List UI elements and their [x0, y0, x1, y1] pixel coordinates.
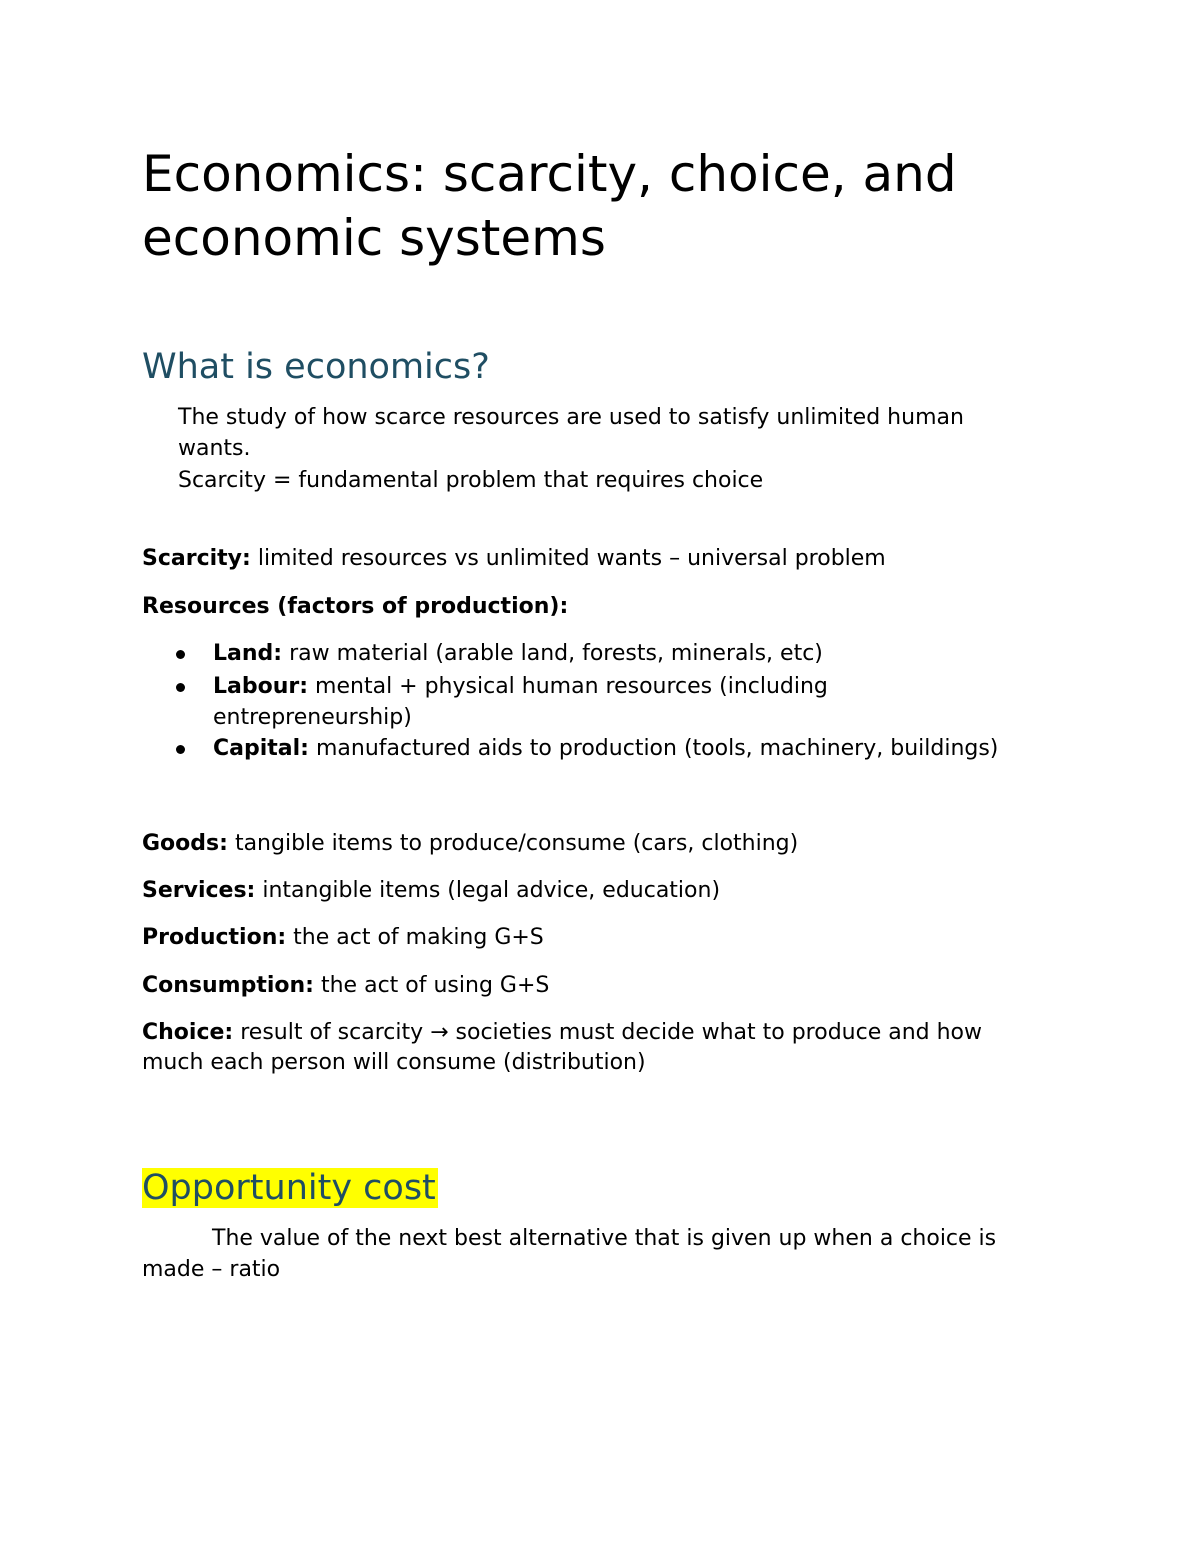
title-line-1: Economics: scarcity, choice, and — [142, 145, 957, 203]
labour-label: Labour: — [213, 674, 309, 699]
scarcity-text: limited resources vs unlimited wants – universal problem — [257, 546, 886, 571]
definition-line-2: wants. — [178, 436, 251, 461]
production-definition — [142, 923, 544, 953]
land-text: raw material (arable land, forests, minerals, etc) — [289, 641, 823, 666]
capital-text: manufactured aids to production (tools, machinery, buildings) — [315, 736, 999, 761]
choice-text-line-2: much each person will consume (distribution) — [142, 1050, 646, 1075]
document-title — [142, 142, 957, 270]
scarcity-statement: Scarcity = fundamental problem that requires choice — [178, 468, 764, 493]
services-definition — [142, 876, 720, 906]
goods-label: Goods: — [142, 831, 228, 856]
bullet-dot — [176, 683, 185, 692]
bullet-dot — [176, 745, 185, 754]
opportunity-cost-line-1: The value of the next best alternative that is given up when a choice is — [212, 1226, 997, 1251]
resources-heading: Resources (factors of production): — [142, 594, 569, 619]
labour-text-continued: entrepreneurship) — [213, 705, 412, 730]
services-text: intangible items (legal advice, education) — [262, 878, 721, 903]
scarcity-label: Scarcity: — [142, 546, 251, 571]
consumption-label: Consumption: — [142, 973, 314, 998]
list-item-labour — [213, 672, 828, 702]
consumption-text: the act of using G+S — [320, 973, 550, 998]
heading-what-is-economics: What is economics? — [142, 347, 490, 387]
definition-line-1: The study of how scarce resources are used to satisfy unlimited human — [178, 405, 964, 430]
production-text: the act of making G+S — [293, 925, 544, 950]
heading-highlight: Opportunity cost — [142, 1168, 436, 1208]
bullet-dot — [176, 650, 185, 659]
goods-definition — [142, 829, 798, 859]
opportunity-cost-line-2: made – ratio — [142, 1257, 281, 1282]
choice-definition — [142, 1018, 982, 1048]
list-item-capital — [213, 734, 998, 764]
title-line-2: economic systems — [142, 209, 606, 267]
capital-label: Capital: — [213, 736, 309, 761]
consumption-definition — [142, 971, 549, 1001]
choice-label: Choice: — [142, 1020, 234, 1045]
land-label: Land: — [213, 641, 283, 666]
goods-text: tangible items to produce/consume (cars, clothing) — [234, 831, 799, 856]
production-label: Production: — [142, 925, 287, 950]
heading-opportunity-cost — [142, 1166, 438, 1210]
list-item-land — [213, 639, 823, 669]
services-label: Services: — [142, 878, 256, 903]
labour-text: mental + physical human resources (including — [315, 674, 828, 699]
scarcity-definition — [142, 544, 886, 574]
choice-text-line-1: result of scarcity → societies must decide what to produce and how — [240, 1020, 983, 1045]
